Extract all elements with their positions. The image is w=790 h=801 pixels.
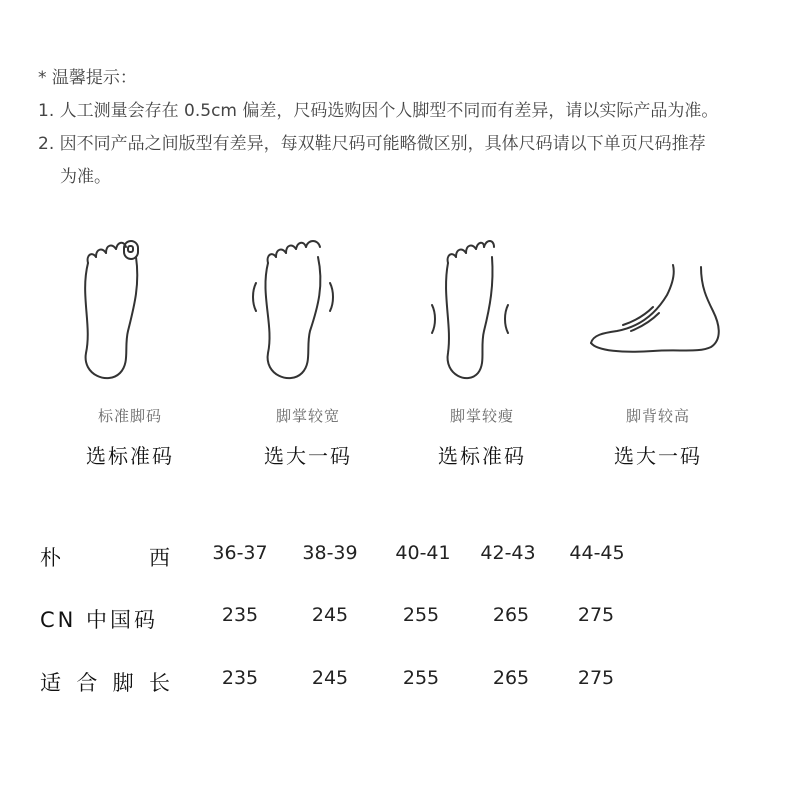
size-cell: 42-43 [480,542,536,564]
note-line-2-continued: 为准。 [60,167,111,187]
size-row-europe [0,542,790,582]
size-cell: 265 [492,604,530,626]
row-label-char: 适 [40,671,61,695]
row-label-char: 脚 [112,671,134,695]
size-cell: 255 [402,604,440,626]
foot-type-standard [50,235,210,469]
size-row-foot-length [0,667,790,707]
row-label [40,667,170,697]
size-cell: 44-45 [569,542,625,564]
note-line-2: 2. 因不同产品之间版型有差异，每双鞋尺码可能略微区别，具体尺码请以下单页尺码推荐 [38,134,706,154]
foot-type-label: 脚背较高 [625,407,690,425]
size-cell: 275 [577,667,615,689]
size-cell: 265 [492,667,530,689]
foot-type-label: 脚掌较瘦 [449,407,514,425]
size-cell: 235 [221,667,259,689]
size-cell: 40-41 [395,542,451,564]
size-cell: 38-39 [302,542,358,564]
foot-type-advice: 选大一码 [614,444,702,468]
foot-type-high-instep [578,235,738,469]
size-cell: 245 [311,667,349,689]
notes-title: * 温馨提示： [38,68,137,88]
foot-type-wide [228,235,388,469]
row-label-char: 西 [149,546,170,570]
row-label [40,542,170,572]
narrow-foot-icon [422,235,542,385]
row-label-char: 长 [148,671,170,695]
size-cell: 235 [221,604,259,626]
foot-type-label: 标准脚码 [97,407,162,425]
wide-foot-icon [248,235,368,385]
note-line-1: 1. 人工测量会存在 0.5cm 偏差，尺码选购因个人脚型不同而有差异，请以实际产品为准。 [38,101,719,121]
foot-type-label: 脚掌较宽 [275,407,340,425]
high-instep-foot-icon [583,235,733,385]
size-cell: 275 [577,604,615,626]
size-cell: 245 [311,604,349,626]
foot-type-advice: 选大一码 [264,444,352,468]
notes-section [38,62,773,194]
size-cell: 36-37 [212,542,268,564]
row-label: CN 中国码 [40,608,159,632]
foot-type-narrow [402,235,562,469]
row-label-char: 朴 [40,546,61,570]
size-cell: 255 [402,667,440,689]
size-row-cn [0,604,790,644]
foot-type-advice: 选标准码 [86,444,174,468]
row-label-char: 合 [76,671,98,695]
foot-type-advice: 选标准码 [438,444,526,468]
standard-foot-icon [70,235,190,385]
